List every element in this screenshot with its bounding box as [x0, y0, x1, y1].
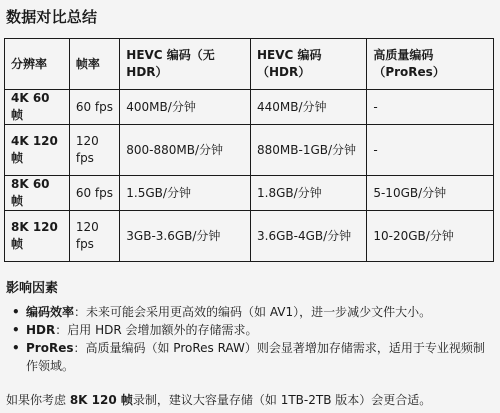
- table-row: [5, 176, 494, 211]
- cell-hevc-no-hdr: 400MB/分钟: [120, 90, 251, 125]
- table-row: [5, 125, 494, 176]
- cell-framerate: 120 fps: [69, 125, 119, 176]
- cell-resolution: 4K 60 帧: [5, 90, 70, 125]
- factor-term: HDR: [26, 323, 56, 337]
- factors-heading: 影响因素: [6, 281, 59, 296]
- list-item: [12, 339, 492, 375]
- cell-prores: -: [367, 90, 494, 125]
- footer-note: [6, 392, 431, 408]
- factor-term: ProRes: [26, 341, 74, 355]
- footer-before: 如果你考虑: [6, 393, 70, 407]
- header-hevc-hdr: HEVC 编码（HDR）: [251, 39, 367, 90]
- header-hevc-no-hdr: HEVC 编码（无 HDR）: [120, 39, 251, 90]
- cell-hevc-hdr: 1.8GB/分钟: [251, 176, 367, 211]
- list-item: [12, 303, 492, 321]
- factors-list: [12, 303, 492, 375]
- comparison-table: [4, 38, 494, 262]
- factor-text: ：未来可能会采用更高效的编码（如 AV1），进一步减少文件大小。: [74, 305, 432, 319]
- cell-resolution: 8K 60 帧: [5, 176, 70, 211]
- cell-resolution: 8K 120 帧: [5, 211, 70, 262]
- cell-prores: 10-20GB/分钟: [367, 211, 494, 262]
- cell-prores: 5-10GB/分钟: [367, 176, 494, 211]
- header-framerate: 帧率: [69, 39, 119, 90]
- factor-term: 编码效率: [26, 305, 75, 319]
- cell-hevc-no-hdr: 1.5GB/分钟: [120, 176, 251, 211]
- cell-resolution: 4K 120 帧: [5, 125, 70, 176]
- footer-bold: 8K 120 帧: [69, 393, 133, 407]
- cell-prores: -: [367, 125, 494, 176]
- cell-hevc-hdr: 3.6GB-4GB/分钟: [251, 211, 367, 262]
- cell-hevc-hdr: 440MB/分钟: [251, 90, 367, 125]
- footer-after: 录制，建议大容量存储（如 1TB-2TB 版本）会更合适。: [132, 393, 432, 407]
- section-title: 数据对比总结: [6, 8, 98, 26]
- header-resolution: 分辨率: [5, 39, 70, 90]
- header-prores: 高质量编码（ProRes）: [367, 39, 494, 90]
- table-row: [5, 90, 494, 125]
- cell-hevc-no-hdr: 800-880MB/分钟: [120, 125, 251, 176]
- table-header-row: [5, 39, 494, 90]
- cell-framerate: 120 fps: [69, 211, 119, 262]
- cell-hevc-no-hdr: 3GB-3.6GB/分钟: [120, 211, 251, 262]
- cell-hevc-hdr: 880MB-1GB/分钟: [251, 125, 367, 176]
- factor-text: ：高质量编码（如 ProRes RAW）则会显著增加存储需求，适用于专业视频制作领域。: [26, 341, 485, 373]
- table-row: [5, 211, 494, 262]
- cell-framerate: 60 fps: [69, 176, 119, 211]
- cell-framerate: 60 fps: [69, 90, 119, 125]
- list-item: [12, 321, 492, 339]
- factor-text: ：启用 HDR 会增加额外的存储需求。: [55, 323, 258, 337]
